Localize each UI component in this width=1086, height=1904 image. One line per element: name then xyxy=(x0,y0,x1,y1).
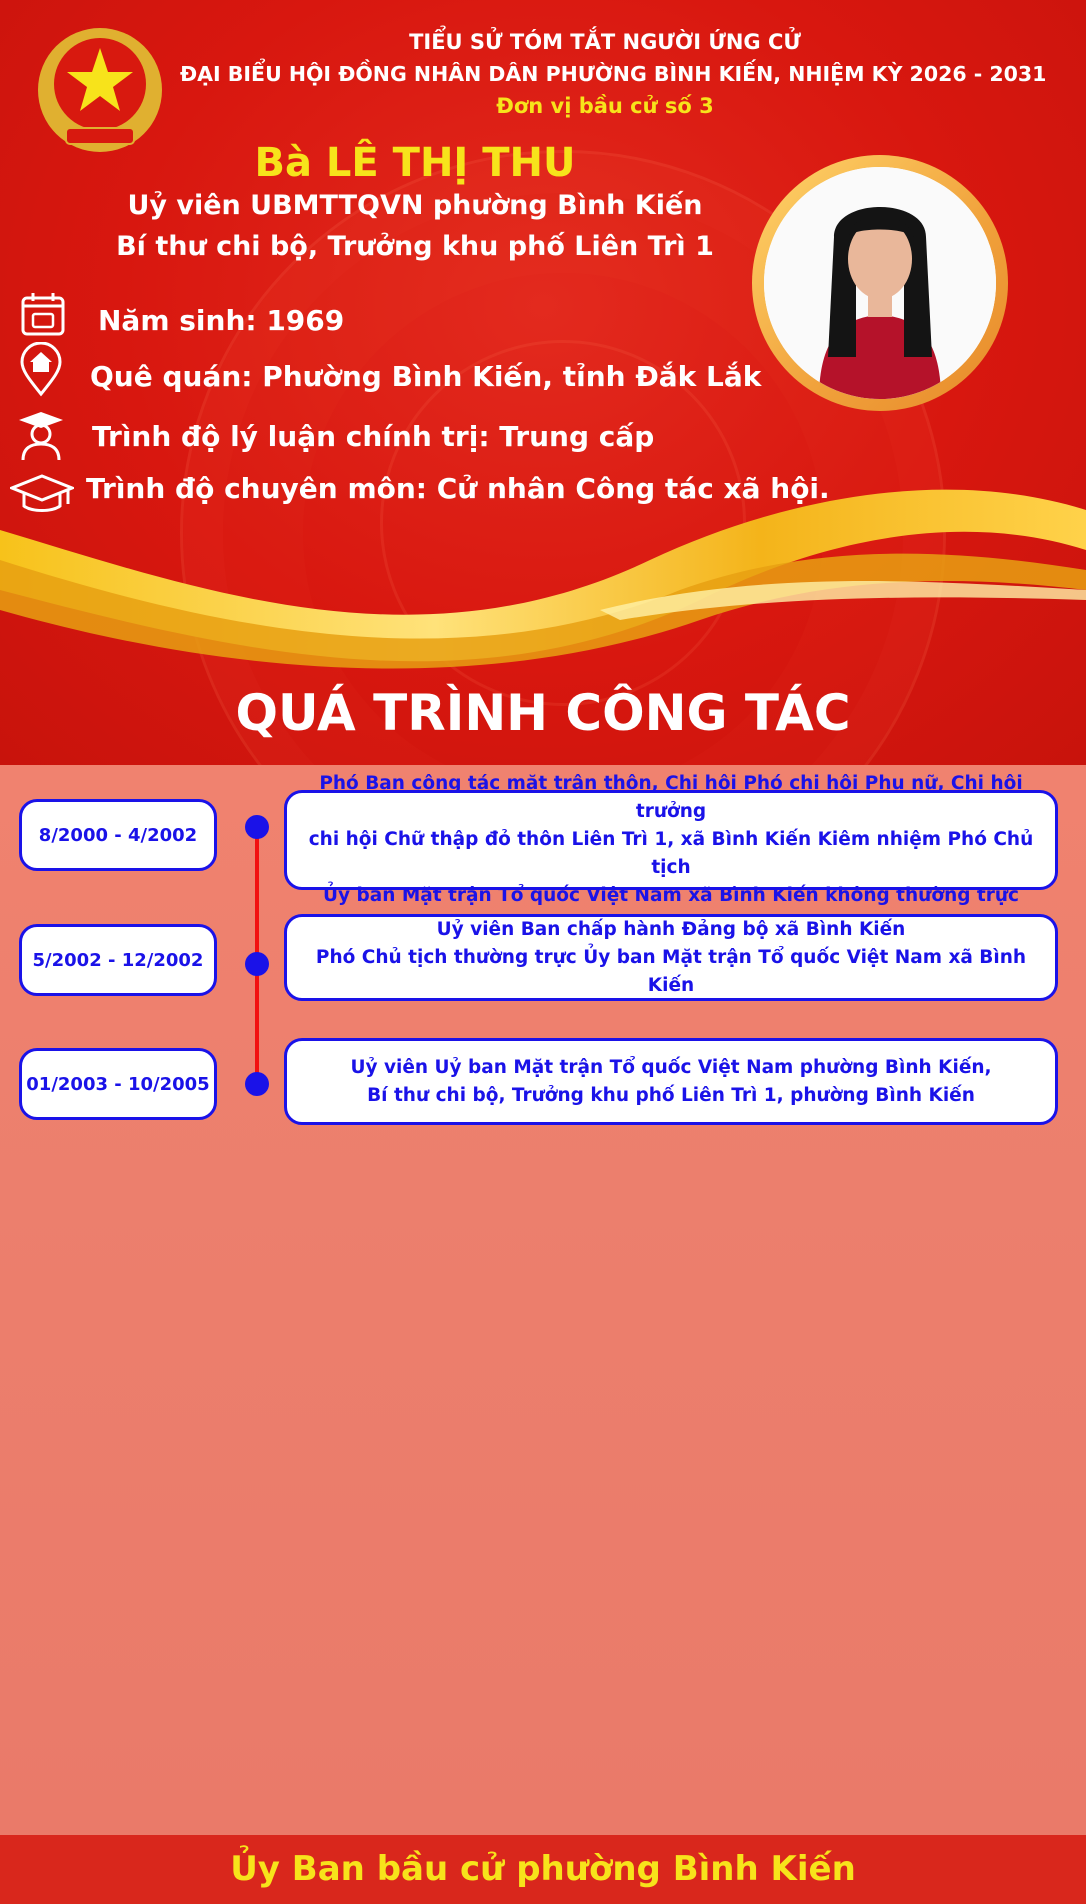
calendar-icon xyxy=(19,290,67,338)
vietnam-emblem-icon xyxy=(28,20,173,165)
footer-bar xyxy=(0,1835,1086,1904)
timeline-description-line: chi hội Chữ thập đỏ thôn Liên Trì 1, xã Bình Kiến Kiêm nhiệm Phó Chủ tịch xyxy=(308,829,1034,878)
birth-year: Năm sinh: 1969 xyxy=(98,304,345,337)
header-title-line1: TIỂU SỬ TÓM TẮT NGƯỜI ỨNG CỬ xyxy=(409,30,801,54)
graduate-person-icon xyxy=(17,408,65,462)
timeline-description-line: Ủy ban Mặt trận Tổ quốc Việt Nam xã Bình Kiến không thường trực xyxy=(322,885,1020,906)
electoral-unit: Đơn vị bầu cử số 3 xyxy=(496,94,714,118)
candidate-photo-frame xyxy=(752,155,1008,411)
timeline-description xyxy=(284,914,1058,1001)
graduation-cap-icon xyxy=(10,474,74,514)
timeline-period: 5/2002 - 12/2002 xyxy=(19,924,217,996)
hometown: Quê quán: Phường Bình Kiến, tỉnh Đắk Lắk xyxy=(90,360,762,393)
timeline-description-line: Uỷ viên Uỷ ban Mặt trận Tổ quốc Việt Nam phường Bình Kiến, xyxy=(350,1056,992,1078)
timeline-dot xyxy=(245,815,269,839)
timeline-description-line: Phó Chủ tịch thường trực Ủy ban Mặt trận Tổ quốc Việt Nam xã Bình Kiến xyxy=(315,946,1027,996)
timeline-description-line: Bí thư chi bộ, Trưởng khu phố Liên Trì 1, phường Bình Kiến xyxy=(367,1084,975,1106)
timeline-description-line: Uỷ viên Ban chấp hành Đảng bộ xã Bình Kiến xyxy=(436,918,906,940)
timeline-period: 8/2000 - 4/2002 xyxy=(19,799,217,871)
candidate-position-1: Uỷ viên UBMTTQVN phường Bình Kiến xyxy=(127,190,703,221)
timeline-description xyxy=(284,773,1058,906)
header-title-line2: ĐẠI BIỂU HỘI ĐỒNG NHÂN DÂN PHƯỜNG BÌNH KIẾN, NHIỆM KỲ 2026 - 2031 xyxy=(180,62,1047,86)
footer-organization: Ủy Ban bầu cử phường Bình Kiến xyxy=(230,1849,856,1889)
timeline-description-line: Phó Ban công tác mặt trận thôn, Chi hội Phó chi hội Phụ nữ, Chi hội trưởng xyxy=(319,773,1023,822)
candidate-photo xyxy=(764,167,996,399)
candidate-name: Bà LÊ THỊ THU xyxy=(254,140,576,186)
timeline-dot xyxy=(245,952,269,976)
candidate-position-2: Bí thư chi bộ, Trưởng khu phố Liên Trì 1 xyxy=(116,231,714,262)
timeline-description xyxy=(284,1038,1058,1125)
timeline-dot xyxy=(245,1072,269,1096)
professional-level: Trình độ chuyên môn: Cử nhân Công tác xã hội. xyxy=(86,472,830,505)
section-title: QUÁ TRÌNH CÔNG TÁC xyxy=(235,684,851,742)
timeline-period: 01/2003 - 10/2005 xyxy=(19,1048,217,1120)
gold-ribbon-decoration xyxy=(0,480,1086,700)
location-home-icon xyxy=(16,342,66,398)
political-level: Trình độ lý luận chính trị: Trung cấp xyxy=(92,420,655,453)
